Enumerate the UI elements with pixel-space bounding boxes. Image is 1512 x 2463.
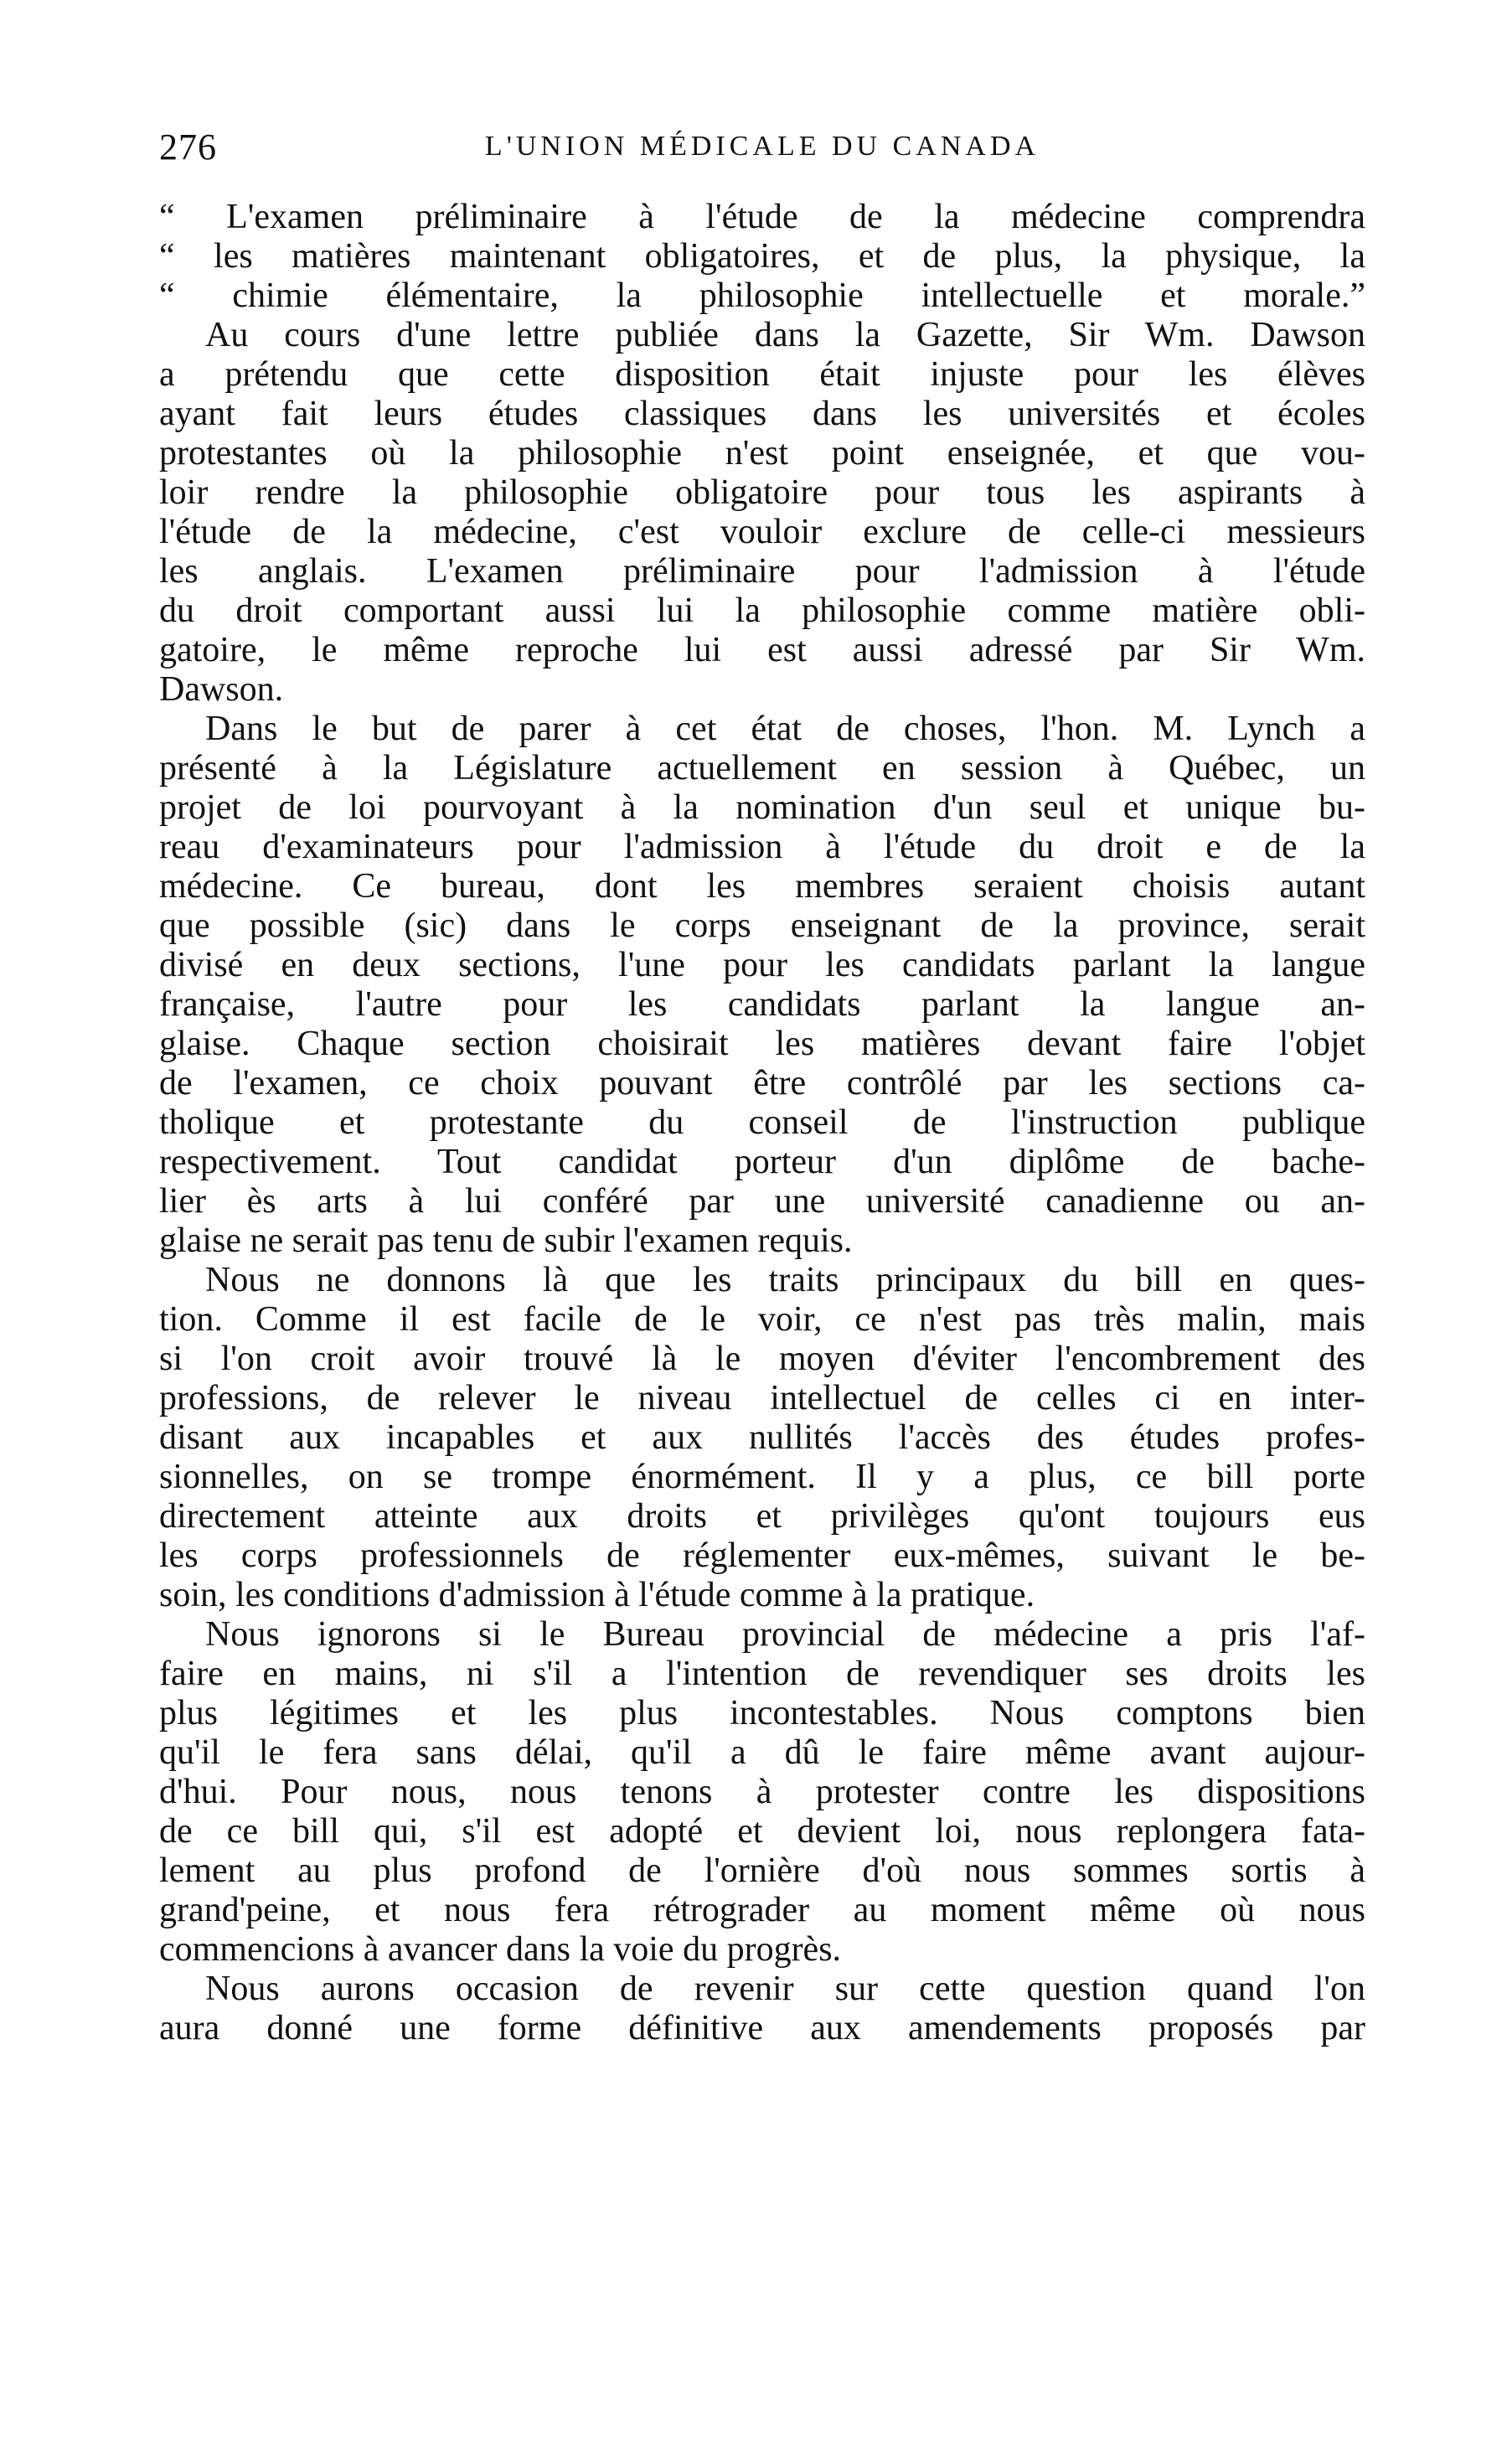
text-line: divisé en deux sections, l'une pour les candidats parlant la langue xyxy=(159,946,1365,984)
page-number: 276 xyxy=(159,127,217,168)
page-header xyxy=(159,126,1365,176)
text-line: que possible (sic) dans le corps enseignant de la province, serait xyxy=(159,906,1365,945)
text-line: Dans le but de parer à cet état de choses, l'hon. M. Lynch a xyxy=(205,710,1365,748)
text-line: protestantes où la philosophie n'est point enseignée, et que vou- xyxy=(159,434,1365,472)
text-line: respectivement. Tout candidat porteur d'un diplôme de bache- xyxy=(159,1143,1365,1181)
text-line: sionnelles, on se trompe énormément. Il y a plus, ce bill porte xyxy=(159,1458,1365,1496)
text-line: lement au plus profond de l'ornière d'où nous sommes sortis à xyxy=(159,1851,1365,1890)
text-line: Nous aurons occasion de revenir sur cette question quand l'on xyxy=(205,1970,1365,2008)
text-line: Nous ignorons si le Bureau provincial de médecine a pris l'af- xyxy=(205,1615,1365,1654)
text-line: si l'on croit avoir trouvé là le moyen d'éviter l'encombrement des xyxy=(159,1340,1365,1378)
text-line: les anglais. L'examen préliminaire pour l'admission à l'étude xyxy=(159,552,1365,591)
text-line: commencions à avancer dans la voie du progrès. xyxy=(159,1930,842,1969)
text-line: glaise. Chaque section choisirait les matières devant faire l'objet xyxy=(159,1025,1365,1063)
text-line: présenté à la Législature actuellement en session à Québec, un xyxy=(159,749,1365,787)
text-line: projet de loi pourvoyant à la nomination d'un seul et unique bu- xyxy=(159,788,1365,827)
text-line: professions, de relever le niveau intellectuel de celles ci en inter- xyxy=(159,1379,1365,1417)
text-line: tion. Comme il est facile de le voir, ce n'est pas très malin, mais xyxy=(159,1300,1365,1339)
text-line: gatoire, le même reproche lui est aussi adressé par Sir Wm. xyxy=(159,631,1365,669)
text-line: a prétendu que cette disposition était injuste pour les élèves xyxy=(159,355,1365,394)
running-title: L'UNION MÉDICALE DU CANADA xyxy=(484,131,1040,162)
text-line: “ chimie élémentaire, la philosophie intellectuelle et morale.” xyxy=(159,276,1365,315)
article-body xyxy=(159,198,1365,2048)
text-line: du droit comportant aussi lui la philosophie comme matière obli- xyxy=(159,591,1365,630)
text-line: l'étude de la médecine, c'est vouloir exclure de celle-ci messieurs xyxy=(159,513,1365,551)
text-line: de l'examen, ce choix pouvant être contrôlé par les sections ca- xyxy=(159,1064,1365,1102)
text-line: soin, les conditions d'admission à l'étude comme à la pratique. xyxy=(159,1576,1035,1614)
text-line: française, l'autre pour les candidats parlant la langue an- xyxy=(159,985,1365,1024)
text-line: aura donné une forme définitive aux amendements proposés par xyxy=(159,2009,1365,2047)
text-line: d'hui. Pour nous, nous tenons à protester contre les dispositions xyxy=(159,1773,1365,1811)
text-line: Dawson. xyxy=(159,670,284,709)
text-line: “ L'examen préliminaire à l'étude de la médecine comprendra xyxy=(159,198,1365,236)
text-line: Au cours d'une lettre publiée dans la Gazette, Sir Wm. Dawson xyxy=(205,316,1365,354)
text-line: “ les matières maintenant obligatoires, et de plus, la physique, la xyxy=(159,237,1365,276)
text-line: les corps professionnels de réglementer eux-mêmes, suivant le be- xyxy=(159,1536,1365,1575)
text-line: tholique et protestante du conseil de l'instruction publique xyxy=(159,1103,1365,1142)
text-line: Nous ne donnons là que les traits principaux du bill en ques- xyxy=(205,1261,1365,1299)
text-line: ayant fait leurs études classiques dans les universités et écoles xyxy=(159,395,1365,433)
text-line: directement atteinte aux droits et privilèges qu'ont toujours eus xyxy=(159,1497,1365,1536)
text-line: loir rendre la philosophie obligatoire pour tous les aspirants à xyxy=(159,473,1365,512)
text-line: qu'il le fera sans délai, qu'il a dû le faire même avant aujour- xyxy=(159,1733,1365,1772)
text-line: médecine. Ce bureau, dont les membres seraient choisis autant xyxy=(159,867,1365,906)
text-line: reau d'examinateurs pour l'admission à l'étude du droit e de la xyxy=(159,828,1365,866)
text-line: disant aux incapables et aux nullités l'accès des études profes- xyxy=(159,1418,1365,1457)
text-line: glaise ne serait pas tenu de subir l'examen requis. xyxy=(159,1221,853,1260)
text-line: lier ès arts à lui conféré par une université canadienne ou an- xyxy=(159,1182,1365,1221)
text-line: plus légitimes et les plus incontestables. Nous comptons bien xyxy=(159,1694,1365,1732)
text-line: grand'peine, et nous fera rétrograder au moment même où nous xyxy=(159,1891,1365,1929)
text-line: de ce bill qui, s'il est adopté et devient loi, nous replongera fata- xyxy=(159,1812,1365,1851)
text-line: faire en mains, ni s'il a l'intention de revendiquer ses droits les xyxy=(159,1655,1365,1693)
